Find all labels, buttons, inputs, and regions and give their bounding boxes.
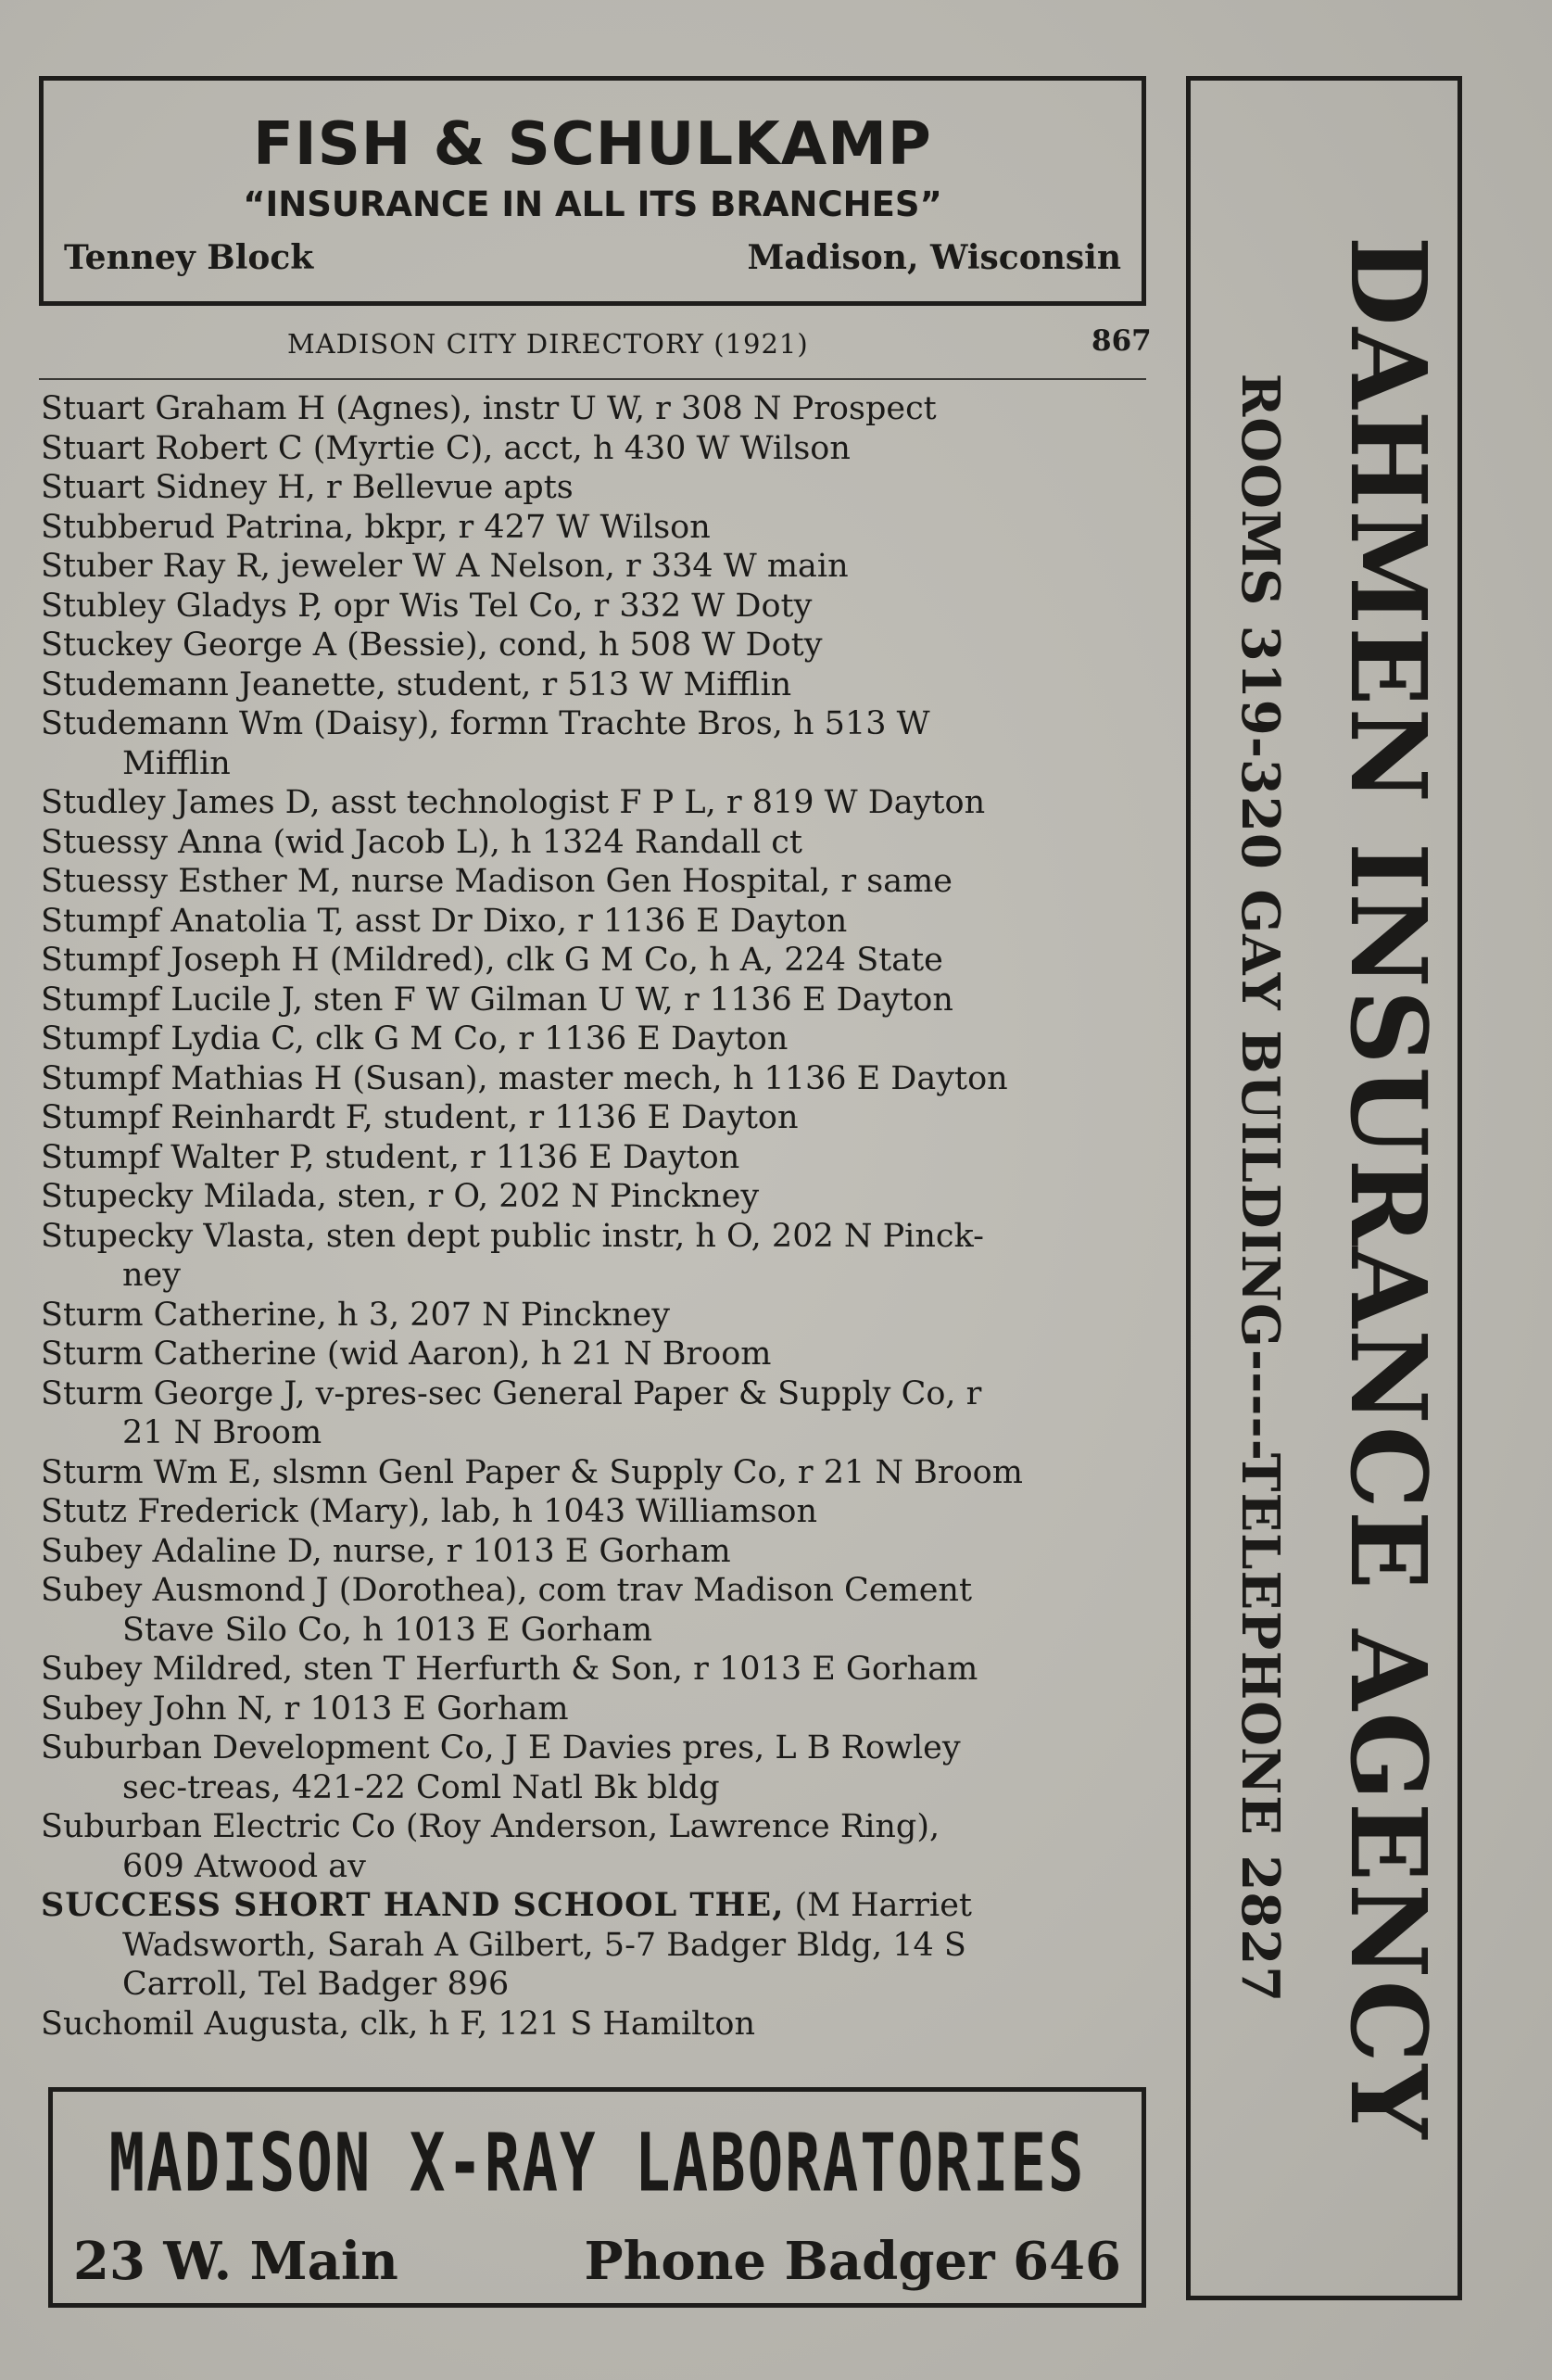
directory-entry xyxy=(41,783,1153,823)
entry-line: Studemann Jeanette, student, r 513 W Mifflin xyxy=(41,665,792,703)
entry-line: Stumpf Joseph H (Mildred), clk G M Co, h A, 224 State xyxy=(41,942,943,979)
entry-line: Stuber Ray R, jeweler W A Nelson, r 334 W main xyxy=(41,548,849,585)
directory-entry xyxy=(41,1453,1153,1493)
entry-line: Stupecky Vlasta, sten dept public instr, h O, 202 N Pinck- xyxy=(41,1217,984,1255)
directory-entry xyxy=(41,902,1153,942)
directory-entry xyxy=(41,862,1153,902)
directory-entry xyxy=(41,468,1153,508)
entry-line: Stuart Robert C (Myrtie C), acct, h 430 W Wilson xyxy=(41,429,851,467)
advertiser-slogan: “INSURANCE IN ALL ITS BRANCHES” xyxy=(243,184,942,224)
entry-line: Stuart Sidney H, r Bellevue apts xyxy=(41,469,574,506)
entry-line: Stumpf Walter P, student, r 1136 E Dayton xyxy=(41,1138,740,1176)
entry-line: Stumpf Anatolia T, asst Dr Dixo, r 1136 E Dayton xyxy=(41,902,848,940)
advertiser-address: 23 W. Main xyxy=(73,2231,398,2292)
entry-bold-name: SUCCESS SHORT HAND SCHOOL THE, xyxy=(41,1886,785,1924)
entry-continuation-line: sec-treas, 421-22 Coml Natl Bk bldg xyxy=(122,1768,720,1806)
directory-entry xyxy=(41,2005,1153,2045)
directory-entry xyxy=(41,389,1153,429)
entry-line: Stutz Frederick (Mary), lab, h 1043 Williamson xyxy=(41,1493,818,1530)
advertiser-details: ROOMS 319-320 GAY BUILDING-----TELEPHONE 2827 xyxy=(1230,373,1291,2004)
directory-entry xyxy=(41,547,1153,587)
entry-line: Stuessy Anna (wid Jacob L), h 1324 Randall ct xyxy=(41,823,802,861)
advertiser-phone: Phone Badger 646 xyxy=(584,2231,1121,2292)
entry-continuation-line: Mifflin xyxy=(122,744,231,782)
entry-line: Stuckey George A (Bessie), cond, h 508 W Doty xyxy=(41,627,823,664)
directory-entry xyxy=(41,1728,1153,1807)
entry-line: Subey Mildred, sten T Herfurth & Son, r 1013 E Gorham xyxy=(41,1651,978,1688)
side-advertisement xyxy=(1186,76,1462,2300)
entry-line: Subey Adaline D, nurse, r 1013 E Gorham xyxy=(41,1532,731,1570)
entry-text: (M Harriet xyxy=(784,1887,972,1924)
entry-line: Subey John N, r 1013 E Gorham xyxy=(41,1690,569,1728)
entry-continuation-line: ney xyxy=(122,1257,182,1294)
directory-entry xyxy=(41,429,1153,469)
directory-entry xyxy=(41,1571,1153,1650)
entry-line xyxy=(41,1886,1153,1926)
entry-line: Subey Ausmond J (Dorothea), com trav Madison Cement xyxy=(41,1572,973,1609)
directory-entry xyxy=(41,1807,1153,1886)
bottom-advertisement xyxy=(48,2087,1146,2308)
directory-entry xyxy=(41,1690,1153,1729)
page-number: 867 xyxy=(1091,324,1152,358)
directory-entry xyxy=(41,626,1153,665)
entry-continuation-line: Carroll, Tel Badger 896 xyxy=(122,1966,510,2003)
entry-continuation-line: 609 Atwood av xyxy=(122,1847,366,1885)
directory-entry xyxy=(41,1296,1153,1336)
entry-continuation-line: Stave Silo Co, h 1013 E Gorham xyxy=(122,1611,653,1649)
entry-continuation-line: 21 N Broom xyxy=(122,1414,322,1451)
header-divider xyxy=(39,378,1146,380)
directory-entry xyxy=(41,1177,1153,1217)
entry-line: Sturm George J, v-pres-sec General Paper & Supply Co, r xyxy=(41,1374,982,1412)
running-header: MADISON CITY DIRECTORY (1921) xyxy=(287,328,809,360)
directory-entry xyxy=(41,1532,1153,1572)
entry-line: Suburban Development Co, J E Davies pres, L B Rowley xyxy=(41,1729,961,1766)
directory-entry xyxy=(41,1059,1153,1099)
directory-entry xyxy=(41,1886,1153,2005)
entry-line: Stupecky Milada, sten, r O, 202 N Pinckney xyxy=(41,1178,760,1215)
entry-line: Suburban Electric Co (Roy Anderson, Lawrence Ring), xyxy=(41,1808,940,1845)
directory-entry xyxy=(41,1098,1153,1138)
directory-entry xyxy=(41,665,1153,705)
entry-continuation-line: Wadsworth, Sarah A Gilbert, 5-7 Badger Bldg, 14 S xyxy=(122,1926,966,1964)
directory-entry xyxy=(41,1138,1153,1178)
advertiser-name: FISH & SCHULKAMP xyxy=(253,110,932,179)
advertiser-name: MADISON X-RAY LABORATORIES xyxy=(108,2118,1086,2210)
directory-entry xyxy=(41,1019,1153,1059)
advertiser-address-city: Madison, Wisconsin xyxy=(747,238,1121,277)
advertiser-address-building: Tenney Block xyxy=(64,238,314,277)
entry-line: Studley James D, asst technologist F P L, r 819 W Dayton xyxy=(41,784,986,821)
directory-entry xyxy=(41,1217,1153,1296)
entry-line: Stuart Graham H (Agnes), instr U W, r 308 N Prospect xyxy=(41,390,937,427)
directory-entry xyxy=(41,941,1153,981)
entry-line: Stumpf Mathias H (Susan), master mech, h 1136 E Dayton xyxy=(41,1059,1008,1097)
directory-entry xyxy=(41,1374,1153,1453)
entry-line: Stubley Gladys P, opr Wis Tel Co, r 332 W Doty xyxy=(41,587,813,625)
side-advertisement-text xyxy=(1194,95,1454,2282)
entry-line: Studemann Wm (Daisy), formn Trachte Bros, h 513 W xyxy=(41,705,930,742)
directory-entry xyxy=(41,823,1153,863)
entry-line: Sturm Wm E, slsmn Genl Paper & Supply Co, r 21 N Broom xyxy=(41,1453,1023,1491)
directory-entry xyxy=(41,508,1153,548)
directory-entry xyxy=(41,704,1153,783)
directory-entry xyxy=(41,1650,1153,1690)
entry-line: Stubberud Patrina, bkpr, r 427 W Wilson xyxy=(41,508,711,546)
directory-entry xyxy=(41,1492,1153,1532)
directory-entry xyxy=(41,1335,1153,1374)
directory-entry xyxy=(41,587,1153,627)
advertiser-name: DAHMEN INSURANCE AGENCY xyxy=(1327,235,1448,2141)
entry-line: Stumpf Reinhardt F, student, r 1136 E Dayton xyxy=(41,1099,799,1136)
entry-line: Stuessy Esther M, nurse Madison Gen Hospital, r same xyxy=(41,863,953,900)
entry-line: Stumpf Lucile J, sten F W Gilman U W, r 1136 E Dayton xyxy=(41,981,953,1019)
entry-line: Stumpf Lydia C, clk G M Co, r 1136 E Dayton xyxy=(41,1020,789,1057)
directory-entry xyxy=(41,981,1153,1020)
directory-listings xyxy=(41,389,1153,2044)
entry-line: Sturm Catherine (wid Aaron), h 21 N Broom xyxy=(41,1336,772,1373)
top-advertisement xyxy=(39,76,1146,306)
entry-line: Sturm Catherine, h 3, 207 N Pinckney xyxy=(41,1296,671,1334)
entry-line: Suchomil Augusta, clk, h F, 121 S Hamilton xyxy=(41,2005,756,2043)
